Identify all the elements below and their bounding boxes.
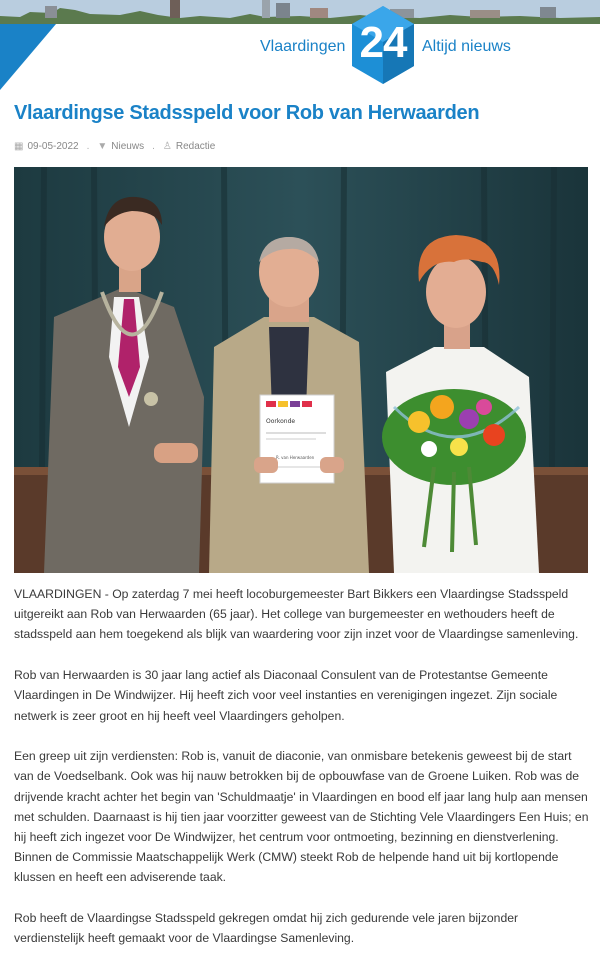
article-paragraph: Een greep uit zijn verdiensten: Rob is, vanuit de diaconie, van onmisbare betekenis geweest bij de start van de Voedselbank. Ook was hij nauw betrokken bij de opbouwfase van de Groene Luiken. Rob was de drijvende kracht achter het begin van 'Schuldmaatje' in Vlaardingen en bood elf jaar lang hulp aan mensen met schulden. Daarnaast is hij tien jaar voorzitter geweest van de Stichting Vele Vlaardingers Een Huis; en hij heeft zich ingezet voor De Windwijzer, het centrum voor ontmoeting, bezinning en dienstverlening. Binnen de Commissie Maatschappelijk Werk (CMW) steekt Rob de helpende hand uit bij kortlopende klussen en heeft een adviserende taak. xyxy=(14,749,589,885)
article-date: 09-05-2022 xyxy=(27,141,79,152)
article-title: Vlaardingse Stadsspeld voor Rob van Herwaarden xyxy=(14,102,480,124)
meta-separator: . xyxy=(152,141,155,152)
header-corner-accent xyxy=(0,24,56,90)
article-category-link[interactable]: Nieuws xyxy=(111,141,145,152)
brand-tagline: Altijd nieuws xyxy=(422,38,511,55)
logo-number: 24 xyxy=(359,18,407,67)
calendar-icon: ▦ xyxy=(14,141,24,152)
filter-icon: ▼ xyxy=(97,141,108,152)
site-brand[interactable] xyxy=(252,4,582,88)
article-paragraph: Rob heeft de Vlaardingse Stadsspeld gekregen omdat hij zich gedurende vele jaren bijzonder verdienstelijk heeft gemaakt voor de Vlaardingse Samenleving. xyxy=(14,911,519,946)
site-logo[interactable] xyxy=(350,4,416,86)
user-icon: ♙ xyxy=(162,141,172,152)
brand-name-left: Vlaardingen xyxy=(260,38,346,55)
certificate-name: R. van Herwaarden xyxy=(276,455,315,460)
certificate-heading: Oorkonde xyxy=(266,418,296,425)
article-author: Redactie xyxy=(175,141,216,152)
article-paragraph: Rob van Herwaarden is 30 jaar lang actief als Diaconaal Consulent van de Protestantse Gemeente Vlaardingen in De Windwijzer. Hij heeft zich voor veel instanties en verenigingen ingezet. Zijn sociale netwerk is zeer groot en hij heeft veel Vlaardingers geholpen. xyxy=(14,668,558,723)
article-body xyxy=(14,584,590,969)
article-photo xyxy=(14,167,588,573)
article-paragraph: VLAARDINGEN - Op zaterdag 7 mei heeft locoburgemeester Bart Bikkers een Vlaardingse Stadsspeld uitgereikt aan Rob van Herwaarden (65 jaar). Het college van burgemeester en wethouders heeft de stadsspeld aan hem toegekend als blijk van waardering voor zijn inzet voor de Vlaardingse samenleving. xyxy=(14,587,579,642)
article-meta xyxy=(14,141,215,152)
meta-separator: . xyxy=(86,141,90,152)
